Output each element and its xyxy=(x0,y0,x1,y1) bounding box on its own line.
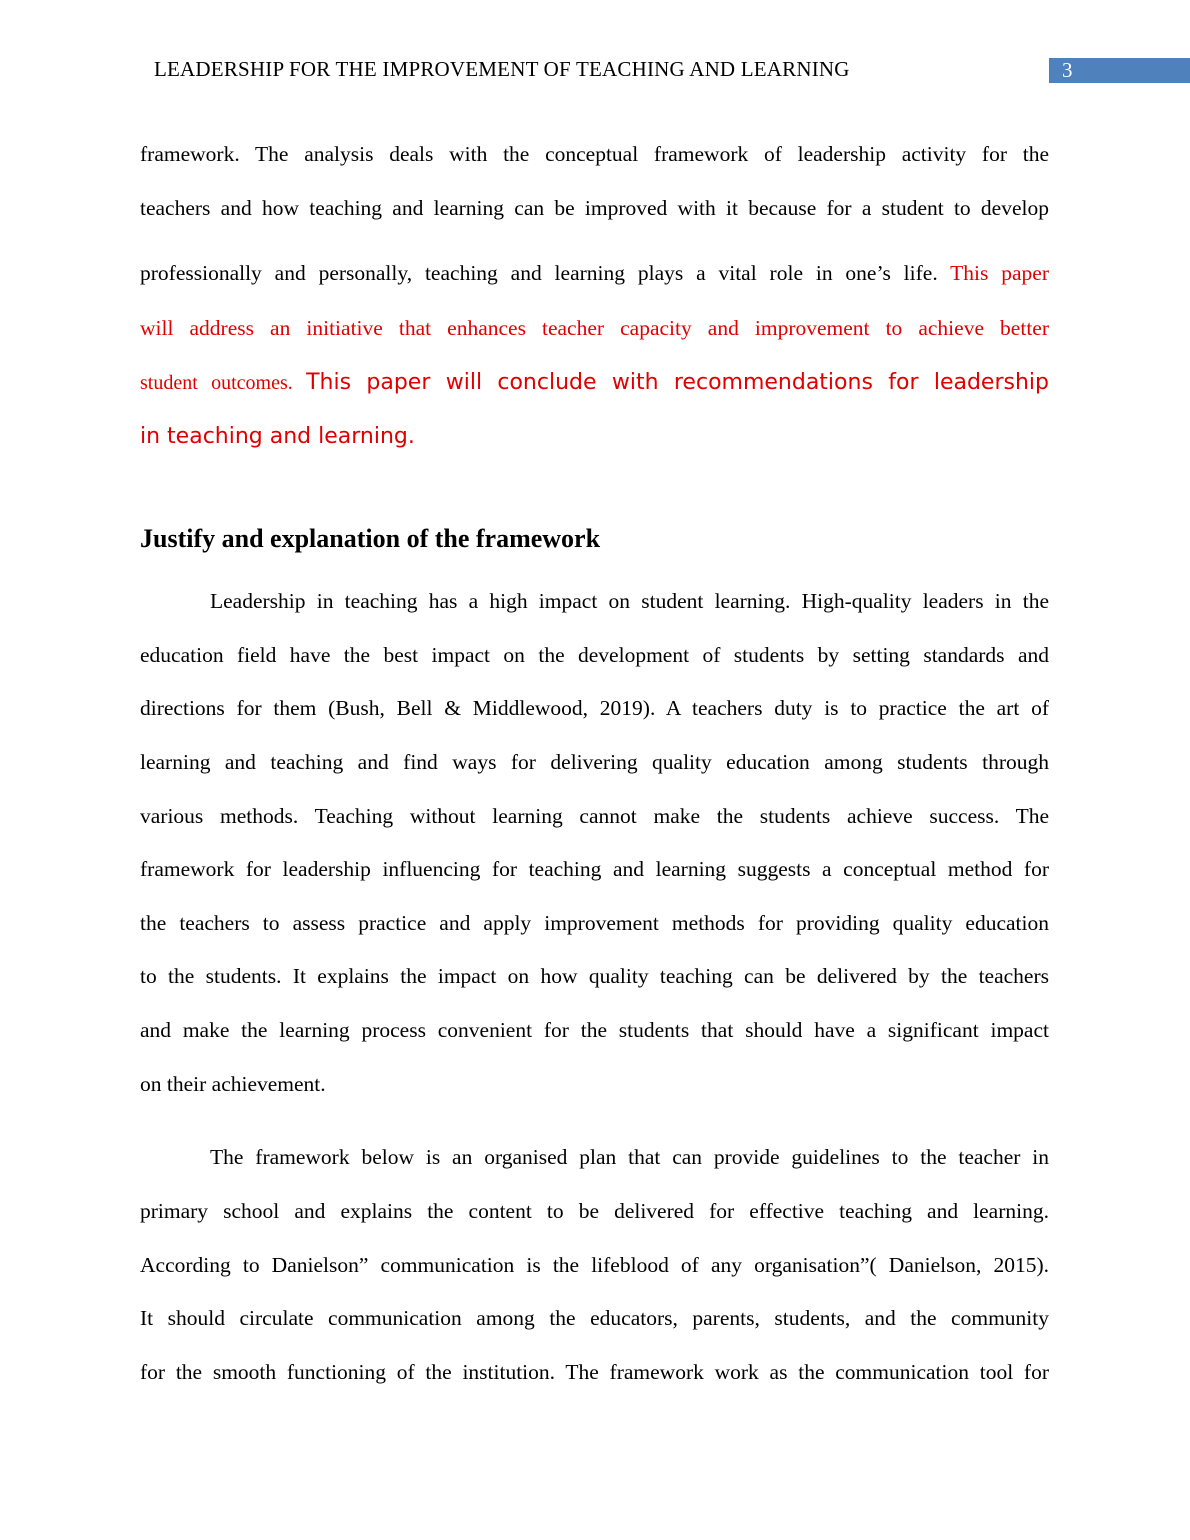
para1-line: to the students. It explains the impact on how quality teaching can be delivered by the teachers xyxy=(140,964,1049,988)
intro-line-5-red-sans-text: This paper will conclude with recommendations for leadership xyxy=(306,370,1049,395)
para1-line: and make the learning process convenient for the students that should have a significant impact xyxy=(140,1018,1049,1042)
para2-line: primary school and explains the content to be delivered for effective teaching and learning. xyxy=(140,1199,1049,1223)
para1-line: the teachers to assess practice and apply improvement methods for providing quality education xyxy=(140,911,1049,935)
intro-line-4: will address an initiative that enhances teacher capacity and improvement to achieve better xyxy=(140,316,1049,340)
running-header-title: LEADERSHIP FOR THE IMPROVEMENT OF TEACHING AND LEARNING xyxy=(154,57,850,81)
intro-line-1: framework. The analysis deals with the conceptual framework of leadership activity for the xyxy=(140,142,1049,166)
intro-line-3-red-text: This paper xyxy=(950,261,1049,285)
page-number-box xyxy=(1049,58,1190,83)
intro-line-5 xyxy=(140,368,1049,397)
intro-line-5-red-text: student outcomes. xyxy=(140,372,307,394)
para1-line: framework for leadership influencing for teaching and learning suggests a conceptual method for xyxy=(140,857,1049,881)
intro-line-2: teachers and how teaching and learning can be improved with it because for a student to develop xyxy=(140,196,1049,220)
intro-line-6-red-sans-text: in teaching and learning. xyxy=(140,424,415,449)
intro-line-6 xyxy=(140,422,1049,451)
intro-line-3 xyxy=(140,259,1049,287)
page-number: 3 xyxy=(1062,58,1073,82)
para1-line: Leadership in teaching has a high impact on student learning. High-quality leaders in the xyxy=(210,589,1049,613)
para1-line: various methods. Teaching without learning cannot make the students achieve success. The xyxy=(140,804,1049,828)
para1-line: education field have the best impact on the development of students by setting standards and xyxy=(140,643,1049,667)
para2-line: According to Danielson” communication is the lifeblood of any organisation”( Danielson, 2015). xyxy=(140,1253,1049,1277)
intro-line-3-text: professionally and personally, teaching and learning plays a vital role in one’s life. xyxy=(140,261,951,285)
para2-line: The framework below is an organised plan that can provide guidelines to the teacher in xyxy=(210,1145,1049,1169)
para1-line: on their achievement. xyxy=(140,1072,326,1096)
para1-line: learning and teaching and find ways for delivering quality education among students through xyxy=(140,750,1049,774)
para1-line: directions for them (Bush, Bell & Middlewood, 2019). A teachers duty is to practice the art of xyxy=(140,696,1049,720)
para2-line: for the smooth functioning of the institution. The framework work as the communication tool for xyxy=(140,1360,1049,1384)
para2-line: It should circulate communication among the educators, parents, students, and the community xyxy=(140,1306,1049,1330)
section-heading: Justify and explanation of the framework xyxy=(140,524,601,553)
